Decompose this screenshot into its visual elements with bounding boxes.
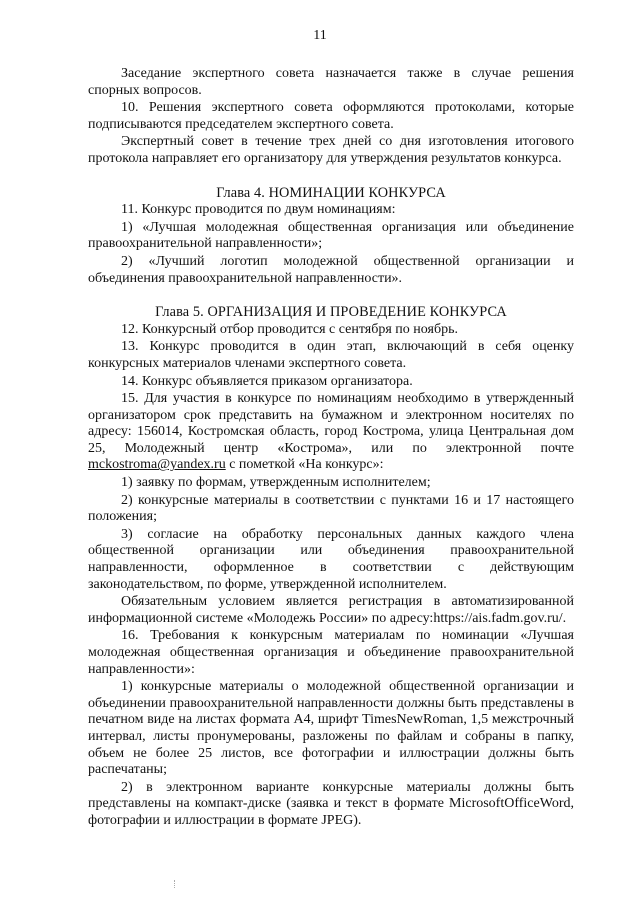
- paragraph: 1) заявку по формам, утвержденным исполнителем;: [121, 475, 431, 491]
- paragraph-15: [88, 391, 574, 474]
- paragraph: 13. Конкурс проводится в один этап, включающий в себя оценку конкурсных материалов членами экспертного совета.: [88, 339, 574, 371]
- paragraph: 16. Требования к конкурсным материалам по номинации «Лучшая молодежная общественная организация и объединение правоохранительной направленности»:: [88, 628, 574, 677]
- paragraph: Заседание экспертного совета назначается также в случае решения спорных вопросов.: [88, 66, 574, 98]
- paragraph: 11. Конкурс проводится по двум номинациям:: [121, 202, 396, 218]
- page-number: 11: [313, 28, 327, 43]
- paragraph: 1) «Лучшая молодежная общественная организация или объединение правоохранительной направленности»;: [88, 219, 574, 252]
- paragraph: 14. Конкурс объявляется приказом организатора.: [121, 373, 413, 389]
- paragraph: 3) согласие на обработку персональных данных каждого члена общественной организации или объединения правоохранительной направленности, оформленное в соответствии с действующим законодательством, по форме, утвержденной исполнителем.: [88, 526, 574, 592]
- document-body: [88, 66, 574, 830]
- paragraph: Экспертный совет в течение трех дней со дня изготовления итогового протокола направляет его организатору для утверждения результатов конкурса.: [88, 134, 574, 166]
- paragraph: 2) «Лучший логотип молодежной общественной организации и объединения правоохранительной направленности».: [88, 253, 574, 286]
- paragraph: 2) конкурсные материалы в соответствии с пунктами 16 и 17 настоящего положения;: [88, 492, 574, 525]
- paragraph-15-tail: с пометкой «На конкурс»:: [225, 457, 384, 473]
- paragraph: Обязательным условием является регистрация в автоматизированной информационной системе «Молодежь России» по адресу:https://ais.fadm.gov.ru/.: [88, 594, 574, 626]
- paragraph-15-text: 15. Для участия в конкурсе по номинациям необходимо в утвержденный организатором срок представить на бумажном и электронном носителях по адресу: 156014, Костромская область, город Кострома, улица Центральная дом 25, Молодежный центр «Кострома», или по электронной почте: [88, 391, 574, 456]
- paragraph: 10. Решения экспертного совета оформляются протоколами, которые подписываются председателем экспертного совета.: [88, 100, 574, 132]
- email-link[interactable]: mckostroma@yandex.ru: [88, 457, 226, 473]
- paragraph: 12. Конкурсный отбор проводится с сентября по ноябрь.: [121, 321, 458, 337]
- paragraph: 1) конкурсные материалы о молодежной общественной организации и объединении правоохранительной направленности должны быть представлены в печатном виде на листах формата А4, шрифт TimesNewRoman, 1,5 межстрочный интервал, листы пронумерованы, разложены по файлам и собраны в папку, объем не более 25 листов, все фотографии и иллюстрации должны быть распечатаны;: [88, 679, 574, 778]
- chapter-5-heading: Глава 5. ОРГАНИЗАЦИЯ И ПРОВЕДЕНИЕ КОНКУРСА: [155, 304, 507, 321]
- chapter-4-heading: Глава 4. НОМИНАЦИИ КОНКУРСА: [216, 184, 446, 201]
- paragraph: 2) в электронном варианте конкурсные материалы должны быть представлены на компакт-диске (заявка и текст в формате MicrosoftOfficeWord, фотографии и иллюстрации в формате JPEG).: [88, 779, 574, 828]
- scan-artifact: [174, 880, 176, 888]
